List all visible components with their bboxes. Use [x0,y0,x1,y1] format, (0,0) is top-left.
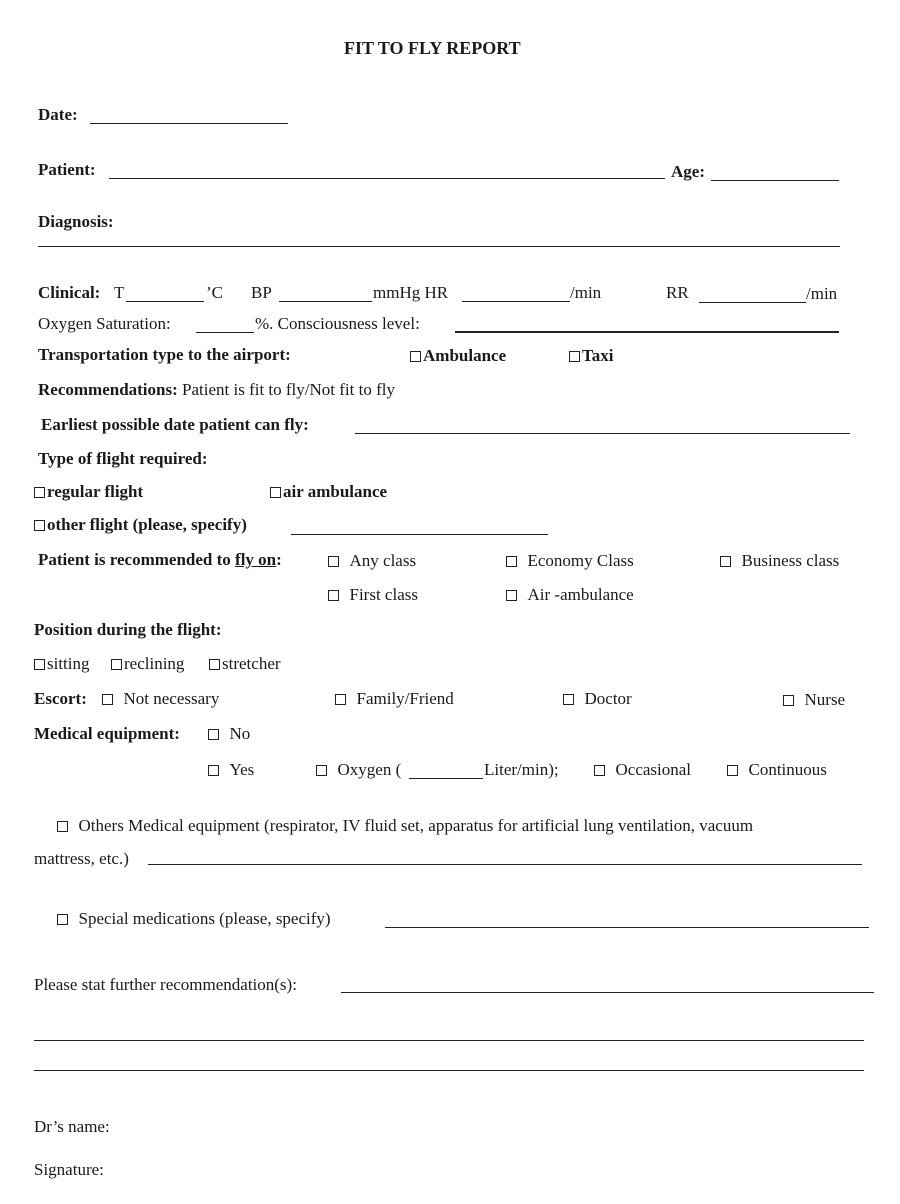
others-equipment-label-cont: mattress, etc.) [34,849,129,868]
first-class-label: First class [349,585,418,604]
age-field[interactable] [711,180,839,181]
equipment-label: Medical equipment: [34,724,180,743]
equipment-yes-label: Yes [229,760,255,779]
consciousness-field[interactable] [455,331,839,333]
recommendations-row [38,380,395,400]
bp-label: BP [251,283,272,302]
oxygen-liters-field[interactable] [409,778,483,779]
earliest-date-label-bold: date patient can fly: [163,415,309,434]
fly-on-label-colon: : [276,550,282,569]
further-recommendations-line-3[interactable] [34,1070,864,1071]
temperature-field[interactable] [126,301,204,302]
special-medications-label: Special medications (please, specify) [78,909,331,928]
others-equipment-option[interactable] [57,816,753,836]
diagnosis-label: Diagnosis: [38,212,114,231]
escort-doctor-option[interactable] [563,689,632,709]
other-flight-option[interactable] [34,515,247,535]
oxygen-saturation-label: Oxygen Saturation: [38,314,171,333]
further-recommendations-line-2[interactable] [34,1040,864,1041]
hr-unit: /min [570,283,602,302]
date-label: Date: [38,105,78,124]
checkbox-icon[interactable] [34,487,45,498]
equipment-no-option[interactable] [208,724,250,744]
equipment-oxygen-option[interactable] [316,760,401,780]
air-ambulance-label: air ambulance [283,482,388,501]
regular-flight-label: regular flight [47,482,144,501]
rr-label: RR [666,283,689,302]
oxygen-saturation-field[interactable] [196,332,254,333]
position-label: Position during the flight: [34,620,222,639]
air-ambulance-class-label: Air -ambulance [527,585,634,604]
checkbox-icon[interactable] [727,765,738,776]
transport-taxi-label: Taxi [582,346,614,365]
earliest-date-label [41,415,309,435]
temperature-label: T [114,283,125,302]
escort-family-option[interactable] [335,689,454,709]
checkbox-icon[interactable] [569,351,580,362]
fly-on-label-pre: Patient is recommended to [38,550,231,569]
air-ambulance-option[interactable] [270,482,387,502]
clinical-label: Clinical: [38,283,101,302]
escort-doctor-label: Doctor [584,689,632,708]
other-flight-field[interactable] [291,534,548,535]
position-sitting-option[interactable] [34,654,90,674]
checkbox-icon[interactable] [720,556,731,567]
business-class-label: Business class [741,551,840,570]
flight-type-label: Type of flight required: [38,449,208,468]
doctor-name-label: Dr’s name: [34,1117,110,1136]
checkbox-icon[interactable] [328,556,339,567]
escort-not-necessary-option[interactable] [102,689,219,709]
special-medications-field[interactable] [385,927,869,928]
checkbox-icon[interactable] [34,659,45,670]
checkbox-icon[interactable] [102,694,113,705]
special-medications-option[interactable] [57,909,331,929]
position-sitting-label: sitting [47,654,90,673]
equipment-oxygen-label: Oxygen ( [337,760,402,779]
equipment-yes-option[interactable] [208,760,254,780]
checkbox-icon[interactable] [208,729,219,740]
date-field[interactable] [90,123,288,124]
escort-family-label: Family/Friend [356,689,454,708]
further-recommendations-label: Please stat further recommendation(s): [34,975,297,994]
regular-flight-option[interactable] [34,482,143,502]
escort-nurse-label: Nurse [804,690,846,709]
escort-label: Escort: [34,689,87,708]
air-ambulance-class-option[interactable] [506,585,634,605]
checkbox-icon[interactable] [316,765,327,776]
business-class-option[interactable] [720,551,839,571]
consciousness-label: %. Consciousness level: [255,314,420,333]
equipment-continuous-option[interactable] [727,760,827,780]
other-flight-label: other flight (please, specify) [47,515,247,534]
further-recommendations-field[interactable] [341,992,874,993]
others-equipment-label: Others Medical equipment (respirator, IV fluid set, apparatus for artificial lung ventilation, vacuum [78,816,754,835]
patient-label: Patient: [38,160,96,179]
age-label: Age: [671,162,705,181]
checkbox-icon[interactable] [594,765,605,776]
position-stretcher-label: stretcher [222,654,281,673]
checkbox-icon[interactable] [209,659,220,670]
equipment-no-label: No [229,724,251,743]
any-class-option[interactable] [328,551,416,571]
checkbox-icon[interactable] [208,765,219,776]
recommendations-label: Recommendations: [38,380,178,399]
economy-class-label: Economy Class [527,551,634,570]
transport-taxi-option[interactable] [569,346,614,366]
transport-ambulance-option[interactable] [410,346,506,366]
patient-field[interactable] [109,178,665,179]
checkbox-icon[interactable] [506,590,517,601]
escort-nurse-option[interactable] [783,690,845,710]
page-title: FIT TO FLY REPORT [344,38,521,58]
others-equipment-field[interactable] [148,864,862,865]
mmhg-hr-label: mmHg HR [373,283,449,302]
signature-label: Signature: [34,1160,104,1179]
equipment-oxygen-unit: Liter/min); [484,760,559,779]
transport-label: Transportation type to the airport: [38,345,291,364]
fly-on-label-underlined: fly on [235,550,277,569]
fly-on-label [38,550,282,570]
checkbox-icon[interactable] [783,695,794,706]
checkbox-icon[interactable] [563,694,574,705]
equipment-occasional-option[interactable] [594,760,691,780]
escort-not-necessary-label: Not necessary [123,689,220,708]
earliest-date-label-pre: Earliest possible [41,415,160,434]
checkbox-icon[interactable] [57,914,68,925]
position-stretcher-option[interactable] [209,654,281,674]
checkbox-icon[interactable] [34,520,45,531]
position-reclining-option[interactable] [111,654,184,674]
any-class-label: Any class [349,551,417,570]
position-reclining-label: reclining [124,654,185,673]
first-class-option[interactable] [328,585,418,605]
diagnosis-field[interactable] [38,246,840,247]
equipment-occasional-label: Occasional [615,760,692,779]
checkbox-icon[interactable] [111,659,122,670]
equipment-continuous-label: Continuous [748,760,827,779]
earliest-date-field[interactable] [355,433,850,434]
hr-field[interactable] [462,301,570,302]
recommendations-text: Patient is fit to fly/Not fit to fly [182,380,395,399]
checkbox-icon[interactable] [335,694,346,705]
rr-field[interactable] [699,302,806,303]
checkbox-icon[interactable] [270,487,281,498]
checkbox-icon[interactable] [506,556,517,567]
checkbox-icon[interactable] [328,590,339,601]
celsius-unit: ’C [206,283,223,302]
checkbox-icon[interactable] [57,821,68,832]
checkbox-icon[interactable] [410,351,421,362]
bp-field[interactable] [279,301,372,302]
rr-unit: /min [806,284,838,303]
transport-ambulance-label: Ambulance [423,346,507,365]
economy-class-option[interactable] [506,551,634,571]
